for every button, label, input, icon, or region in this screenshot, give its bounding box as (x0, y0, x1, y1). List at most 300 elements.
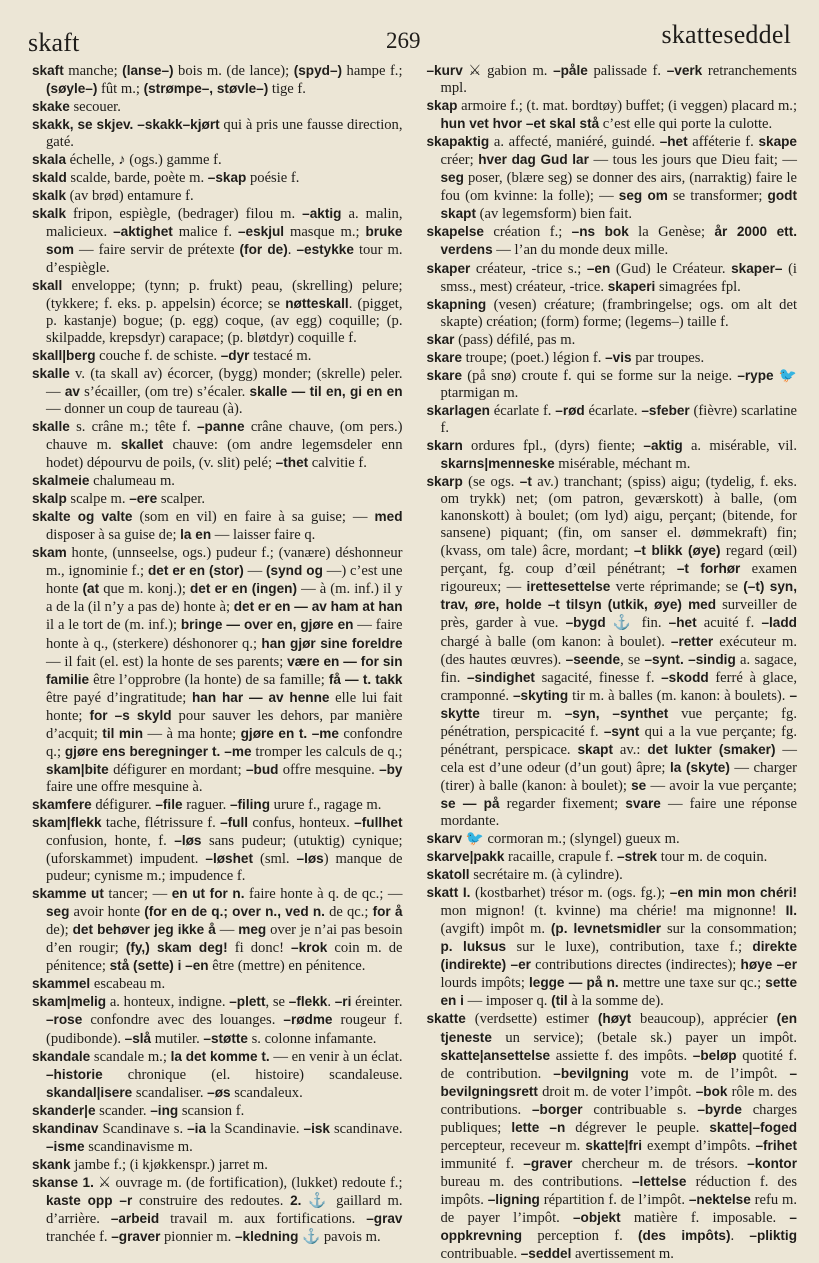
entry-headword: av (64, 383, 80, 399)
entry-headword: –strek (617, 849, 658, 865)
entry-text: chauve: (om andre legemsdeler enn hodet) dépourvu de poils, (v. slit) pelé; (46, 436, 403, 472)
entry-text: pour sauver les dehors, par manière d’acquit; (46, 707, 403, 742)
entry-text: percepteur, receveur m. (440, 1137, 586, 1154)
entry-text: chargé à balle (om kanon: à boulet). (440, 633, 671, 650)
dictionary-entry (427, 296, 798, 331)
entry-text: matière f. imposable. (620, 1210, 790, 1226)
entry-text: armoire f.; (t. mat. bordtøy) buffet; (i veggen) placard m.; (457, 98, 797, 115)
entry-text: (av legemsform) bien fait. (476, 206, 633, 223)
entry-text: (pass) défilé, pas m. (454, 331, 576, 348)
entry-headword: skammel (32, 976, 91, 992)
entry-text: — charger (tirer) à balle (kanon: à boulet); (440, 759, 797, 794)
entry-text: — cela est d’une odeur (d’un gout) âpre; (440, 741, 797, 776)
entry-headword: skall (32, 277, 63, 293)
entry-headword: –støtte (203, 1030, 248, 1046)
dictionary-entry (427, 402, 798, 437)
entry-text: un service); (betale sk.) payer un impôt. (491, 1029, 797, 1046)
entry-headword: –bygd (565, 615, 606, 631)
dictionary-entry (32, 993, 403, 1047)
entry-headword: –ri (334, 994, 352, 1010)
entry-text: urure f., ragage m. (270, 796, 382, 813)
entry-text: (verdsette) estimer (465, 1011, 598, 1028)
entry-headword: –sindighet (466, 669, 535, 685)
entry-text: bureau m. des contributions. (440, 1173, 632, 1190)
entry-text: — il fait (el. est) la honte de ses parents; (46, 653, 288, 670)
entry-text: regarder fixement; (499, 795, 626, 812)
entry-text: être (mettre) en pénitence. (208, 958, 366, 975)
entry-headword: –skyting (513, 687, 569, 703)
entry-text: secouer. (69, 99, 121, 116)
entry-text: rôle m. des contributions. (440, 1083, 797, 1118)
entry-headword: til min (102, 725, 144, 741)
entry-text: couche f. de schiste. (95, 347, 221, 364)
entry-text: sans pudeur; (utuktig) cynique; (uforskammet) impudent. (46, 833, 403, 868)
entry-headword: –aktig (643, 437, 683, 453)
entry-headword: –rød (555, 402, 585, 418)
entry-headword: (lanse–) (122, 63, 174, 78)
entry-text: mutiler. (151, 1030, 204, 1047)
entry-headword: –sfeber (641, 402, 690, 418)
entry-headword: få — t. takk (328, 671, 403, 687)
entry-text: honte, (unnseelse, ogs.) pudeur f.; (vanære) déshonneur m., ignominie f.; (46, 545, 403, 580)
page-header (24, 18, 797, 62)
entry-text: mettre une taxe sur qc.; (618, 975, 766, 992)
entry-text: afféterie f. (687, 134, 759, 151)
dictionary-entry (427, 1010, 798, 1263)
entry-headword: skake (32, 99, 70, 115)
entry-text: fût m.; (97, 81, 144, 98)
dictionary-entry (32, 490, 403, 508)
entry-text: défigurer en mordant; (108, 761, 246, 778)
dictionary-entry (32, 205, 403, 276)
entry-headword: det lukter (smaker) (647, 741, 776, 757)
entry-headword: p. luksus (440, 939, 507, 955)
entry-headword: –slå (124, 1030, 152, 1046)
entry-headword: skapt (577, 741, 613, 757)
dictionary-entry (32, 1048, 403, 1102)
entry-text: — laisser faire q. (211, 527, 316, 544)
dictionary-entry (427, 331, 798, 349)
entry-text: ⚓ pavois m. (298, 1229, 381, 1246)
entry-text: calvitie f. (308, 455, 367, 472)
dictionary-entry (427, 260, 798, 296)
entry-headword: skaft (32, 63, 64, 78)
entry-text: sagacité, finesse f. (534, 669, 662, 686)
entry-text: créer; (440, 152, 479, 169)
entry-text: acuité f. (696, 615, 762, 632)
entry-headword: –seende (565, 651, 621, 667)
entry-headword: det er en (ingen) (190, 581, 298, 597)
entry-headword: skar (426, 331, 455, 347)
entry-text: que m. konj.); (99, 581, 190, 598)
entry-headword: –dyr (220, 347, 250, 363)
entry-text: avertissement m. (571, 1246, 674, 1263)
entry-headword: sette en i (440, 975, 798, 1009)
entry-text: refu m. de payer l’impôt. (440, 1191, 798, 1226)
entry-headword: –en min mon chéri! (669, 885, 797, 901)
entry-headword: –plett (229, 994, 266, 1010)
entry-headword: –t blikk (øye) (633, 543, 721, 559)
entry-headword: gjøre ens beregninger t. –me (64, 743, 252, 759)
entry-text: confondre q.; (46, 725, 403, 760)
entry-headword: –isk (303, 1120, 330, 1136)
entry-headword: –t (519, 474, 532, 490)
entry-headword: skatt I. (426, 885, 471, 901)
entry-headword: –lettelse (632, 1173, 687, 1189)
entry-text: de); (46, 922, 73, 939)
entry-headword: høye –er (740, 957, 797, 973)
entry-headword: skam (32, 545, 67, 561)
entry-headword: (spyd–) (293, 63, 343, 78)
entry-text: scandale m.; (90, 1048, 171, 1065)
entry-headword: –ing (150, 1102, 179, 1118)
entry-text: par troupes. (631, 349, 705, 366)
entry-text: faire honte à q. de qc.; — (244, 886, 403, 903)
entry-headword: for å (372, 904, 403, 920)
entry-headword: –kontor (747, 1155, 797, 1171)
entry-text: à la somme de). (567, 993, 664, 1010)
entry-text: scander. (95, 1102, 151, 1119)
entry-headword: skandale (32, 1048, 91, 1064)
entry-headword: –synt (603, 723, 640, 739)
entry-headword: –en (586, 260, 611, 276)
entry-headword: skalle (32, 418, 70, 434)
entry-text: (se ogs. (462, 474, 520, 491)
entry-headword: –påle (553, 63, 588, 78)
entry-headword: –rødme (283, 1012, 333, 1028)
entry-headword: skarns|menneske (440, 456, 555, 472)
right-guide-word: skatteseddel (661, 20, 791, 49)
entry-headword: –løs (174, 833, 202, 849)
entry-headword: –t forhør (676, 561, 741, 577)
dictionary-entry (32, 169, 403, 187)
entry-headword: –retter (670, 633, 714, 649)
entry-text: av.) tranchant; (spiss) aigu; (tydelig, f. eks. om trykk) net; (om patron, geværskott) à balle, (om kanonskott) à boulet; (om lyd) aigu, perçant; (bitende, for sansene) piquant; (fin, om sanser el. dømmekraft) fin; (kvass, om tale) âcre, mordant; (440, 474, 797, 560)
entry-headword: –bevilgningsrett (440, 1065, 797, 1099)
entry-headword: –bud (245, 761, 279, 777)
entry-headword: bruke som (46, 224, 403, 258)
entry-headword: –ere (129, 491, 158, 507)
entry-headword: det er en — av ham at han (233, 599, 403, 615)
dictionary-entry (32, 277, 403, 347)
entry-headword: –historie (46, 1066, 103, 1082)
entry-text: vote m. de l’impôt. (628, 1065, 790, 1082)
entry-text: pionnier m. (160, 1229, 235, 1246)
entry-headword: det er en (stor) (147, 563, 244, 579)
entry-text: , se (265, 994, 289, 1011)
entry-text: — imposer q. (463, 993, 552, 1010)
entry-headword: seg (46, 904, 70, 920)
entry-headword: se — på (440, 795, 500, 811)
entry-headword: –syn, –synthet (564, 705, 669, 721)
entry-text: a. malin, malicieux. (46, 206, 403, 241)
entry-text: fi donc! (227, 940, 292, 957)
entry-text: échelle, ♪ (ogs.) gamme f. (66, 152, 222, 169)
entry-headword: se (631, 777, 647, 793)
entry-text: malice f. (172, 224, 238, 241)
entry-text: être l’opprobre (la honte) de sa famille; (89, 671, 329, 688)
dictionary-entry (427, 97, 798, 133)
entry-text: scandaleux. (230, 1084, 303, 1101)
entry-headword: skatoll (426, 867, 470, 883)
entry-headword: med (374, 509, 403, 525)
entry-text: (avgift) impôt m. (440, 921, 551, 938)
entry-headword: –graver (523, 1155, 573, 1171)
entry-text: a. honteux, indigne. (106, 994, 230, 1011)
entry-headword: stå (sette) i –en (109, 958, 209, 974)
entry-headword: gjøre en t. –me (240, 725, 339, 741)
entry-text: ) manque de pudeur; cynisme m.; impudence f. (46, 851, 403, 885)
entry-text: offre mesquine. (278, 761, 380, 778)
entry-headword: –grav (366, 1211, 403, 1226)
entry-text: — faire une réponse mordante. (440, 795, 797, 829)
entry-text: immunité f. (440, 1155, 524, 1172)
dictionary-entry (32, 1120, 403, 1156)
entry-headword: –filing (229, 796, 270, 812)
entry-headword: (en tjeneste (440, 1011, 797, 1045)
entry-text: tireur m. (479, 705, 565, 722)
entry-text: v. (ta skall av) écorcer, (bygg) monder; (skrelle) peler. — (46, 365, 403, 400)
entry-headword: skamfere (32, 796, 92, 812)
entry-headword: skatte|–foged (709, 1119, 797, 1135)
dictionary-entry (32, 151, 403, 169)
entry-text: av.: (613, 741, 648, 758)
entry-text: disposer à sa guise de; (46, 527, 181, 544)
dictionary-entry (427, 473, 798, 830)
entry-text: . (730, 1228, 750, 1245)
entry-headword: skandinav (32, 1120, 99, 1136)
entry-headword: –skodd (661, 669, 709, 685)
left-guide-word: skaft (28, 28, 80, 57)
entry-text: — à ma honte; (143, 725, 241, 742)
entry-headword: skalmeie (32, 473, 90, 489)
entry-text: tir m. à balles (m. kanon: à boulets). (568, 687, 790, 704)
entry-text: chronique (el. histoire) scandaleuse. (102, 1066, 403, 1083)
entry-headword: skatte|ansettelse (440, 1047, 551, 1063)
entry-text: 🐦 cormoran m.; (slyngel) gueux m. (462, 831, 680, 848)
entry-headword: –synt. –sindig (644, 651, 736, 667)
entry-text: regard (œil) perçant, fg. coup d’œil pénétrant; (440, 543, 797, 578)
entry-text: se transformer; (667, 188, 768, 205)
entry-text: — faire honte à q., (sterkere) déshonorer q.; (46, 617, 403, 652)
entry-text: poser, (blære seg) se donner des airs, (narraktig) faire le fou (om kvinne: la folle); — (440, 170, 797, 205)
entry-headword: skarlagen (426, 402, 490, 418)
entry-headword: skalk (32, 206, 67, 222)
entry-headword: –beløp (692, 1047, 737, 1063)
entry-text: tromper les calculs de q.; (251, 743, 403, 760)
entry-text: — en venir à un éclat. (269, 1048, 403, 1065)
entry-headword: –aktig (302, 206, 342, 222)
entry-headword: la det komme t. (170, 1048, 270, 1064)
entry-text: s. crâne m.; tête f. (69, 418, 197, 435)
entry-headword: –arbeid (110, 1211, 160, 1226)
entry-headword: en ut for n. (171, 886, 245, 902)
entry-headword: –panne (196, 418, 245, 434)
entry-headword: skapning (426, 296, 487, 312)
entry-headword: skatte (426, 1011, 466, 1027)
entry-headword: skalte og valte (32, 509, 133, 525)
entry-headword: skapaktig (426, 134, 490, 150)
dictionary-entry (32, 62, 403, 98)
entry-text: il a le tort de (m. inf.); (46, 617, 181, 634)
entry-headword: det behøver jeg ikke å (72, 922, 216, 938)
entry-headword: –bevilgning (553, 1065, 629, 1081)
entry-headword: (strømpe–, støvle–) (143, 81, 269, 97)
entry-headword: 2. (290, 1192, 302, 1208)
entry-headword: for –s skyld (89, 707, 172, 723)
entry-headword: seg (440, 170, 464, 186)
entry-text: la Scandinavie. (206, 1120, 304, 1137)
entry-headword: hun vet hvor –et skal stå (440, 116, 600, 132)
entry-headword: –løshet (205, 851, 254, 867)
dictionary-entry (32, 796, 403, 814)
entry-text: contributions directes (indirectes); (530, 957, 741, 974)
entry-headword: direkte (indirekte) –er (440, 939, 797, 973)
entry-headword: –vis (605, 349, 632, 365)
entry-text: simagrées fpl. (655, 278, 741, 295)
entry-text: contribuable. (440, 1246, 521, 1263)
entry-text: testacé m. (249, 347, 312, 364)
entry-headword: –skap (207, 170, 247, 186)
entry-text: faire une offre mesquine à. (46, 778, 203, 795)
entry-headword: skarn (426, 437, 463, 453)
dictionary-entry (427, 866, 798, 884)
entry-headword: skander|e (32, 1102, 96, 1118)
entry-text: (som en vil) en faire à sa guise; — (132, 509, 375, 526)
entry-text: chalumeau m. (89, 473, 175, 490)
entry-text: mon mignon! (t. kvinne) ma chérie! ma mignonne! (440, 903, 786, 920)
entry-text: travail m. aux fortifications. (159, 1211, 367, 1227)
entry-headword: skandal|isere (46, 1084, 133, 1100)
entry-text: (vesen) créature; (frambringelse; ogs. om alt det skapte) création; (form) forme; (legems–) taille f. (440, 296, 797, 330)
entry-headword: han gjør sine foreldre (261, 635, 403, 651)
entry-text: enveloppe; (tynn; p. frukt) peau, (skrelling) pelure; (tykkere; f. eks. p. appelsin) écorce; se (46, 277, 403, 312)
entry-text: (av brød) entamure f. (66, 188, 194, 205)
entry-text: , se (620, 651, 645, 668)
entry-text: rougeur f. (pudibonde). (46, 1012, 403, 1047)
entry-text: beaucoup), apprécier (631, 1011, 777, 1028)
entry-text: — (243, 563, 267, 580)
entry-text: s. colonne infamante. (247, 1030, 377, 1047)
entry-text: chercheur m. de trésors. (572, 1155, 748, 1172)
entry-headword: –krok (291, 940, 328, 956)
entry-text: répartition f. de l’impôt. (539, 1191, 689, 1208)
entry-headword: nøtteskall (285, 295, 349, 311)
entry-text: tancer; — (103, 886, 172, 903)
entry-text: Scandinave s. (98, 1120, 188, 1137)
entry-headword: –objekt (573, 1210, 621, 1225)
entry-text: être payé d’ingratitude; (46, 689, 192, 706)
entry-headword: skalk (32, 188, 67, 204)
page-number: 269 (386, 28, 421, 53)
entry-text: — l’an du monde deux mille. (492, 242, 669, 259)
entry-text: de qc.; (324, 904, 373, 921)
entry-text: poésie f. (246, 170, 300, 187)
entry-text: (kostbarhet) trésor m. (ogs. fg.); (470, 885, 670, 902)
entry-headword: –aktighet (113, 224, 173, 240)
entry-headword: (for en de q.; over n., ved n. (144, 904, 325, 920)
entry-text: tranchée f. (46, 1229, 112, 1246)
entry-text: scandinave. (330, 1120, 403, 1137)
entry-text: confusion, honte, f. (46, 833, 175, 850)
entry-text: surveiller de près, garder à vue. (440, 597, 797, 632)
entry-headword: –frihet (755, 1137, 797, 1153)
entry-text: exécuteur m. (des hautes œuvres). (440, 633, 797, 668)
entry-headword: –fullhet (354, 814, 403, 830)
entry-headword: –ia (187, 1120, 207, 1136)
entry-headword: skapelse (426, 224, 484, 240)
entry-headword: –seddel (520, 1246, 572, 1262)
entry-headword: kaste opp –r (46, 1192, 133, 1208)
entry-text: bois m. (de lance); (173, 63, 294, 79)
entry-text: scandinavisme m. (84, 1138, 193, 1155)
left-column (32, 62, 403, 1247)
entry-headword: seg om (618, 188, 668, 204)
entry-headword: skalp (32, 491, 67, 507)
dictionary-entry (32, 1174, 403, 1246)
dictionary-entry (427, 367, 798, 402)
entry-headword: –het (659, 134, 688, 150)
entry-text: sur la consommation; (661, 921, 797, 938)
entry-text: (sml. (253, 851, 297, 868)
entry-text: masque m.; (284, 224, 366, 241)
entry-text: tour m. d’espiègle. (46, 242, 403, 276)
entry-headword: skarp (426, 474, 463, 490)
entry-columns (32, 62, 798, 1263)
dictionary-entry (427, 62, 798, 97)
entry-text: défigurer. (91, 796, 156, 813)
entry-headword: II. (785, 903, 797, 919)
entry-headword: skarv (426, 831, 463, 847)
entry-text: tige f. (268, 81, 306, 98)
entry-headword: –flekk (288, 994, 328, 1010)
entry-text: construire des redoutes. (132, 1192, 291, 1209)
entry-headword: lette –n (511, 1119, 566, 1135)
entry-text: troupe; (poet.) légion f. (462, 349, 606, 366)
entry-headword: skakk, se skjev. –skakk–kjørt (32, 117, 220, 133)
entry-headword: –verk (666, 63, 703, 78)
entry-text: ordures fpl., (dyrs) fiente; (462, 437, 644, 454)
entry-text: la Genèse; (628, 224, 715, 241)
entry-text: ⚔ ouvrage m. (de fortification), (lukket) redoute f.; (93, 1174, 403, 1191)
dictionary-entry (32, 508, 403, 544)
entry-headword: –het (668, 615, 697, 631)
entry-text: qui à pris une fausse direction, gaté. (46, 117, 403, 151)
entry-headword: skare (426, 349, 463, 365)
entry-text: racaille, crapule f. (504, 849, 618, 866)
entry-headword: (des impôts) (638, 1228, 731, 1244)
entry-headword: –graver (111, 1229, 161, 1245)
entry-headword: meg (238, 922, 267, 938)
entry-headword: skam|melig (32, 994, 107, 1010)
dictionary-entry (32, 116, 403, 151)
entry-headword: skalle (32, 365, 70, 381)
entry-headword: skank (32, 1156, 71, 1172)
dictionary-entry (32, 1156, 403, 1174)
entry-headword: år 2000 ett. verdens (440, 224, 797, 258)
dictionary-entry (427, 830, 798, 848)
entry-headword: skarve|pakk (426, 849, 505, 865)
entry-text: — à (m. inf.) il y a de la (il n’y a pas de) honte à; (46, 581, 403, 616)
entry-headword: hver dag Gud lar (478, 152, 589, 168)
entry-text: hampe f.; (342, 63, 403, 79)
entry-headword: være en — for sin familie (46, 653, 403, 687)
entry-headword: –eskjul (237, 224, 285, 240)
entry-text: crâne chauve, (om pers.) chauve m. (46, 418, 403, 453)
entry-headword: la (skyte) (670, 759, 730, 775)
entry-text: elle lui fait honte; (46, 689, 403, 724)
entry-headword: (for de) (239, 242, 288, 258)
